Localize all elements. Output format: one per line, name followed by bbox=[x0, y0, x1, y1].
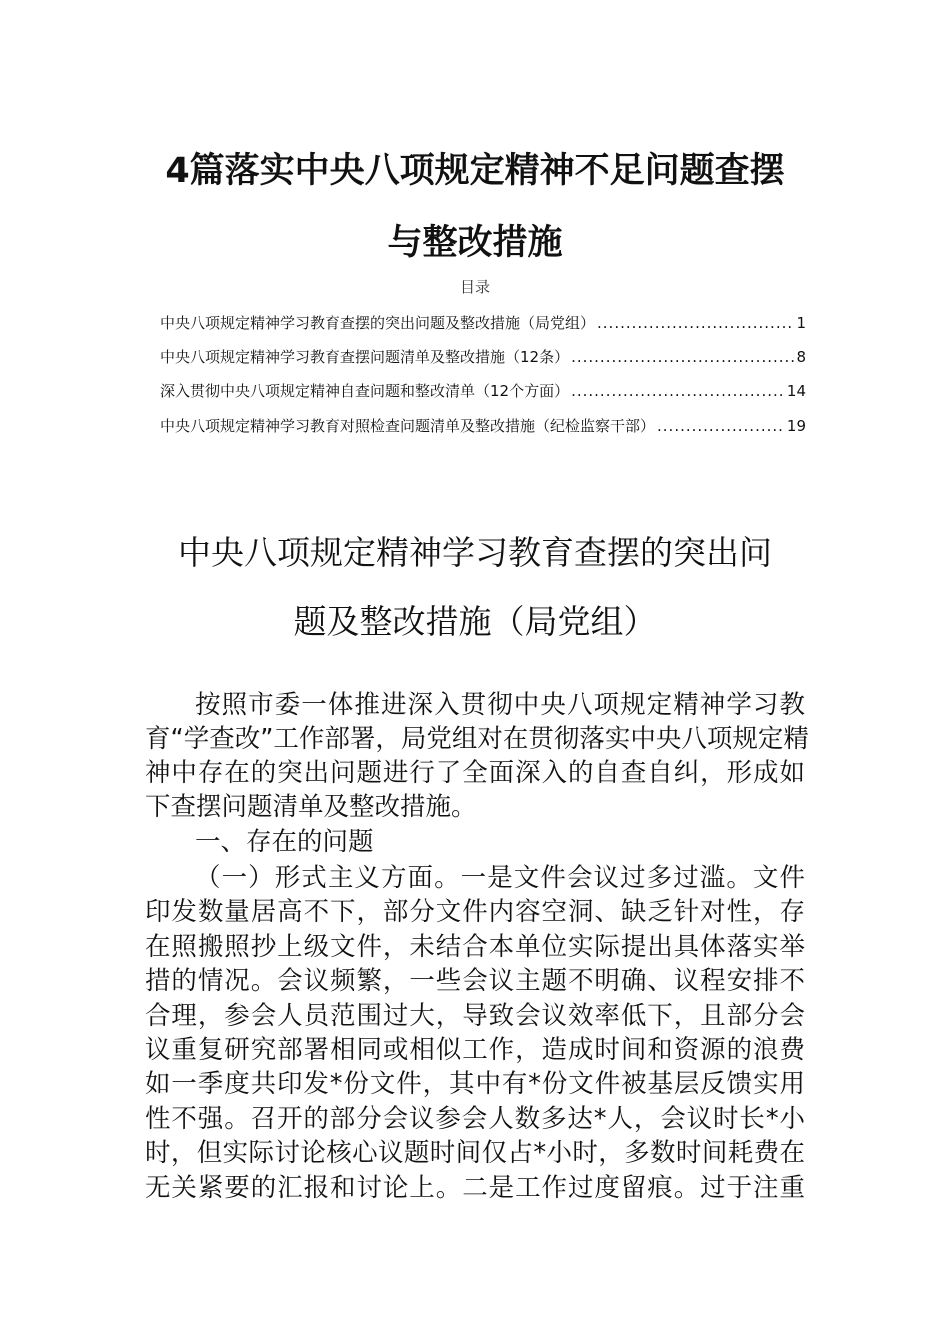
body-line: 按照市委一体推进深入贯彻中央八项规定精神学习教 bbox=[195, 690, 805, 720]
body-line: 措的情况。会议频繁，一些会议主题不明确、议程安排不 bbox=[145, 966, 805, 996]
body-line: 无关紧要的汇报和讨论上。二是工作过度留痕。过于注重 bbox=[145, 1173, 805, 1203]
body-line: 合理，参会人员范围过大，导致会议效率低下，且部分会 bbox=[145, 1001, 805, 1031]
section-title-line-2: 题及整改措施（局党组） bbox=[293, 602, 657, 641]
toc-entry[interactable] bbox=[160, 312, 806, 333]
toc-entry-text: 中央八项规定精神学习教育查摆问题清单及整改措施（12条） bbox=[160, 348, 570, 366]
toc-page: 14 bbox=[786, 382, 806, 400]
toc-entry-text: 中央八项规定精神学习教育查摆的突出问题及整改措施（局党组） bbox=[160, 314, 596, 332]
section-heading: 一、存在的问题 bbox=[195, 827, 374, 857]
body-line: 下查摆问题清单及整改措施。 bbox=[145, 792, 477, 822]
toc-heading: 目录 bbox=[459, 278, 490, 296]
document-title-line-1: 4篇落实中央八项规定精神不足问题查摆 bbox=[165, 151, 785, 191]
body-line: 议重复研究部署相同或相似工作，造成时间和资源的浪费 bbox=[145, 1035, 805, 1065]
section-title-line-1: 中央八项规定精神学习教育查摆的突出问 bbox=[178, 533, 772, 572]
body-line: 育“学查改”工作部署，局党组对在贯彻落实中央八项规定精 bbox=[145, 724, 809, 754]
toc-page: 1 bbox=[796, 314, 806, 332]
body-line: 印发数量居高不下，部分文件内容空洞、缺乏针对性，存 bbox=[145, 897, 805, 927]
document-title-line-2: 与整改措施 bbox=[387, 223, 563, 263]
toc-page: 19 bbox=[786, 417, 806, 435]
body-line: （一）形式主义方面。一是文件会议过多过滥。文件 bbox=[195, 863, 805, 893]
toc-leader bbox=[597, 314, 794, 332]
toc-leader bbox=[571, 348, 794, 366]
toc-entry[interactable] bbox=[160, 346, 806, 367]
toc-leader bbox=[657, 417, 785, 435]
toc-entry[interactable] bbox=[160, 380, 806, 401]
body-line: 在照搬照抄上级文件，未结合本单位实际提出具体落实举 bbox=[145, 932, 805, 962]
body-line: 性不强。召开的部分会议参会人数多达*人，会议时长*小 bbox=[145, 1104, 805, 1134]
toc-leader bbox=[571, 382, 785, 400]
toc-entry[interactable] bbox=[160, 415, 806, 436]
body-line: 神中存在的突出问题进行了全面深入的自查自纠，形成如 bbox=[145, 758, 805, 788]
toc-entry-text: 中央八项规定精神学习教育对照检查问题清单及整改措施（纪检监察干部） bbox=[160, 417, 656, 435]
toc-page: 8 bbox=[796, 348, 806, 366]
body-line: 如一季度共印发*份文件，其中有*份文件被基层反馈实用 bbox=[145, 1069, 805, 1099]
body-line: 时，但实际讨论核心议题时间仅占*小时，多数时间耗费在 bbox=[145, 1138, 805, 1168]
toc-entry-text: 深入贯彻中央八项规定精神自查问题和整改清单（12个方面） bbox=[160, 382, 570, 400]
